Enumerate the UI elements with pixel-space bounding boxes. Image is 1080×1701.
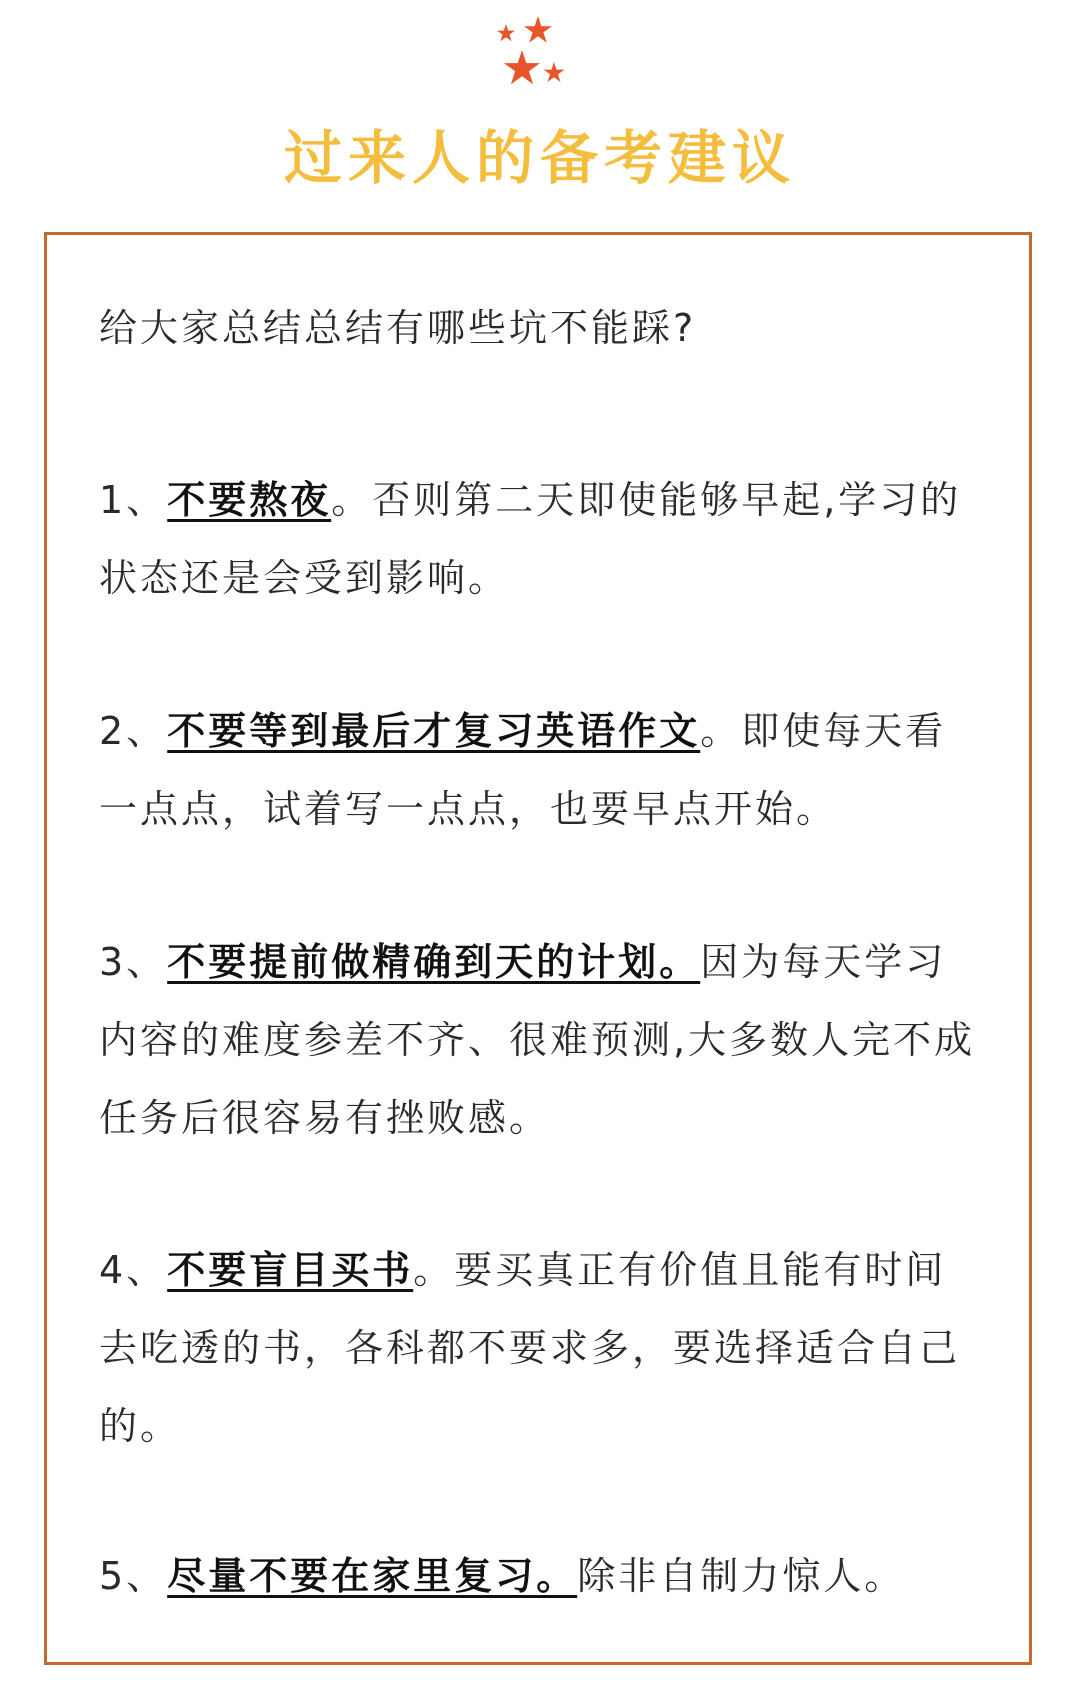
page-title: 过来人的备考建议 (283, 124, 796, 192)
tip-number: 3、 (99, 940, 168, 984)
tip-item-3 (99, 923, 979, 1157)
tip-highlight: 不要盲目买书 (167, 1248, 414, 1292)
tip-text: 。否则第二天即使能够早起,学习的状态还是会受到影响。 (99, 478, 962, 600)
tip-number: 4、 (99, 1248, 168, 1292)
tips-card (44, 232, 1032, 1665)
tip-item-4 (99, 1231, 979, 1465)
intro-text: 给大家总结总结有哪些坑不能踩? (99, 306, 697, 350)
tip-item-5 (99, 1537, 979, 1615)
tip-number: 5、 (99, 1554, 168, 1598)
tip-highlight: 不要熬夜 (167, 478, 332, 522)
tip-text: 。即使每天看一点点，试着写一点点，也要早点开始。 (99, 709, 947, 831)
tip-number: 2、 (99, 709, 168, 753)
tip-text: 因为每天学习内容的难度参差不齐、很难预测,大多数人完不成任务后很容易有挫败感。 (99, 940, 976, 1140)
stars-icon (488, 16, 594, 100)
tip-text: 。要买真正有价值且能有时间去吃透的书，各科都不要求多，要选择适合自己的。 (99, 1248, 961, 1448)
tip-highlight: 不要提前做精确到天的计划。 (167, 940, 701, 984)
tip-number: 1、 (99, 478, 168, 522)
tip-text: 除非自制力惊人。 (577, 1554, 906, 1598)
tip-item-1 (99, 461, 979, 617)
tip-item-2 (99, 692, 979, 848)
tip-highlight: 不要等到最后才复习英语作文 (167, 709, 701, 753)
tip-highlight: 尽量不要在家里复习。 (167, 1554, 578, 1598)
